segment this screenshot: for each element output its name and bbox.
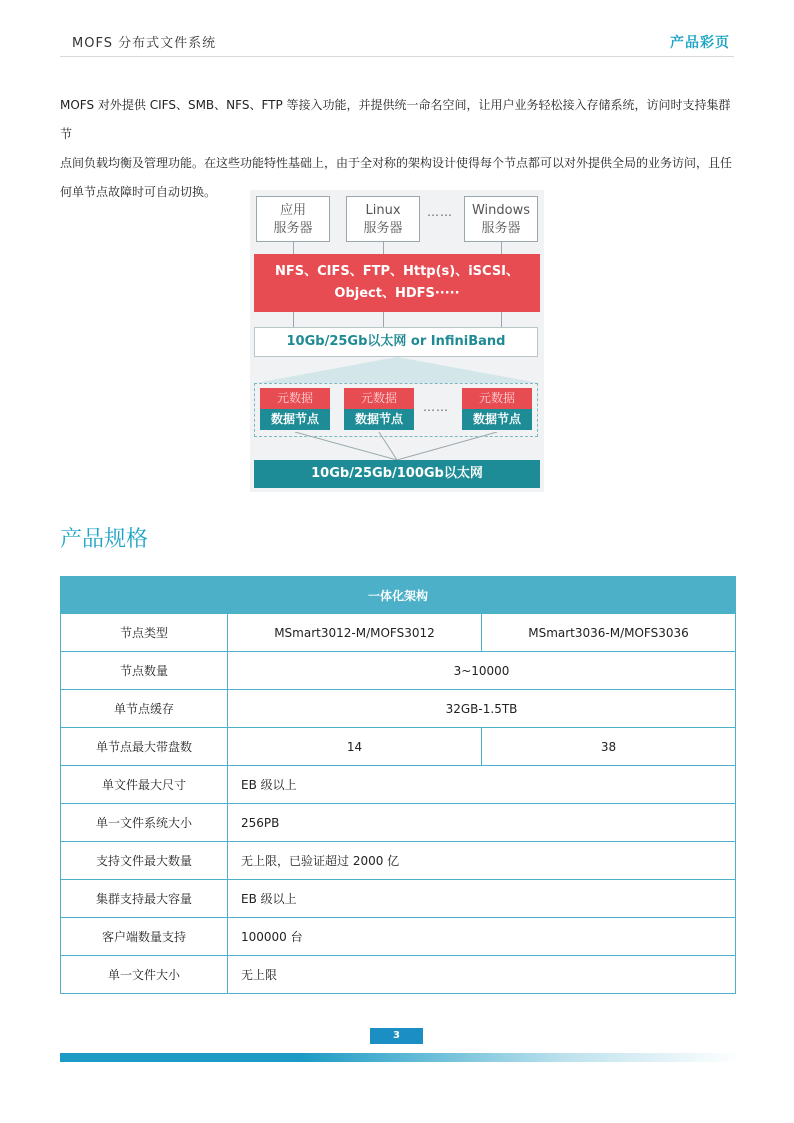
footer-gradient-bar [60,1053,740,1062]
table-row [61,614,736,652]
data-node-label: 数据节点 [260,409,330,430]
cell-value: MSmart3012-M/MOFS3012 [228,614,482,652]
cell-value: 无上限，已验证超过 2000 亿 [228,842,736,880]
row-label: 集群支持最大容量 [61,880,228,918]
intro-line: MOFS 对外提供 CIFS、SMB、NFS、FTP 等接入功能，并提供统一命名空间，让用户业务轻松接入存储系统，访问时支持集群节 [60,98,731,141]
cell-value: EB 级以上 [228,880,736,918]
connector-line [501,312,502,327]
page-header [60,28,734,54]
ellipsis: …… [423,400,449,414]
header-divider [60,56,734,57]
server-label: 服务器 [363,221,403,236]
table-header: 一体化架构 [61,577,736,614]
table-row [61,880,736,918]
data-node-label: 数据节点 [344,409,414,430]
table-header-row [61,577,736,614]
row-label: 客户端数量支持 [61,918,228,956]
metadata-label: 元数据 [260,388,330,409]
connector-line [501,242,502,254]
document-title: MOFS 分布式文件系统 [72,36,217,51]
table-row [61,918,736,956]
page-number: 3 [370,1028,423,1044]
section-heading: 产品规格 [60,527,149,552]
fanout-shape [250,357,544,385]
linux-server-box [346,196,420,242]
protocol-text: NFS、CIFS、FTP、Http(s)、iSCSI、 [274,264,520,279]
cell-value: MSmart3036-M/MOFS3036 [482,614,736,652]
intro-line: 点间负载均衡及管理功能。在这些功能特性基础上，由于全对称的架构设计使得每个节点都可以对外提供全局的业务访问，且任 [60,156,733,170]
row-label: 单一文件大小 [61,956,228,994]
backend-links [250,432,544,460]
section-label: 产品彩页 [670,35,730,51]
storage-node [462,388,532,432]
cell-value: 无上限 [228,956,736,994]
server-label: Linux [365,203,401,218]
spec-table [60,576,736,994]
row-label: 单文件最大尺寸 [61,766,228,804]
row-label: 支持文件最大数量 [61,842,228,880]
server-label: 服务器 [481,221,521,236]
connector-line [293,242,294,254]
metadata-label: 元数据 [462,388,532,409]
server-label: 应用 [279,203,306,218]
table-row [61,956,736,994]
cell-value: 32GB-1.5TB [228,690,736,728]
frontend-network-bar: 10Gb/25Gb以太网 or InfiniBand [254,327,538,357]
cell-value: 14 [228,728,482,766]
connector-line [293,312,294,327]
server-label: 服务器 [273,221,313,236]
row-label: 单节点缓存 [61,690,228,728]
cell-value: 38 [482,728,736,766]
table-row [61,690,736,728]
protocol-bar [254,254,540,312]
row-label: 节点数量 [61,652,228,690]
server-label: Windows [471,203,531,218]
table-row [61,766,736,804]
cell-value: 100000 台 [228,918,736,956]
row-label: 节点类型 [61,614,228,652]
row-label: 单一文件系统大小 [61,804,228,842]
table-row [61,804,736,842]
intro-line: 何单节点故障时可自动切换。 [60,185,217,199]
backend-network-bar: 10Gb/25Gb/100Gb以太网 [254,460,540,488]
table-row [61,842,736,880]
data-node-label: 数据节点 [462,409,532,430]
windows-server-box [464,196,538,242]
table-row [61,728,736,766]
protocol-text: Object、HDFS····· [334,286,460,301]
storage-node [344,388,414,432]
cell-value: EB 级以上 [228,766,736,804]
table-row [61,652,736,690]
storage-node [260,388,330,432]
ellipsis: …… [427,205,453,219]
metadata-label: 元数据 [344,388,414,409]
cell-value: 256PB [228,804,736,842]
connector-line [383,312,384,327]
architecture-diagram [250,190,544,492]
app-server-box [256,196,330,242]
connector-line [383,242,384,254]
cell-value: 3~10000 [228,652,736,690]
row-label: 单节点最大带盘数 [61,728,228,766]
